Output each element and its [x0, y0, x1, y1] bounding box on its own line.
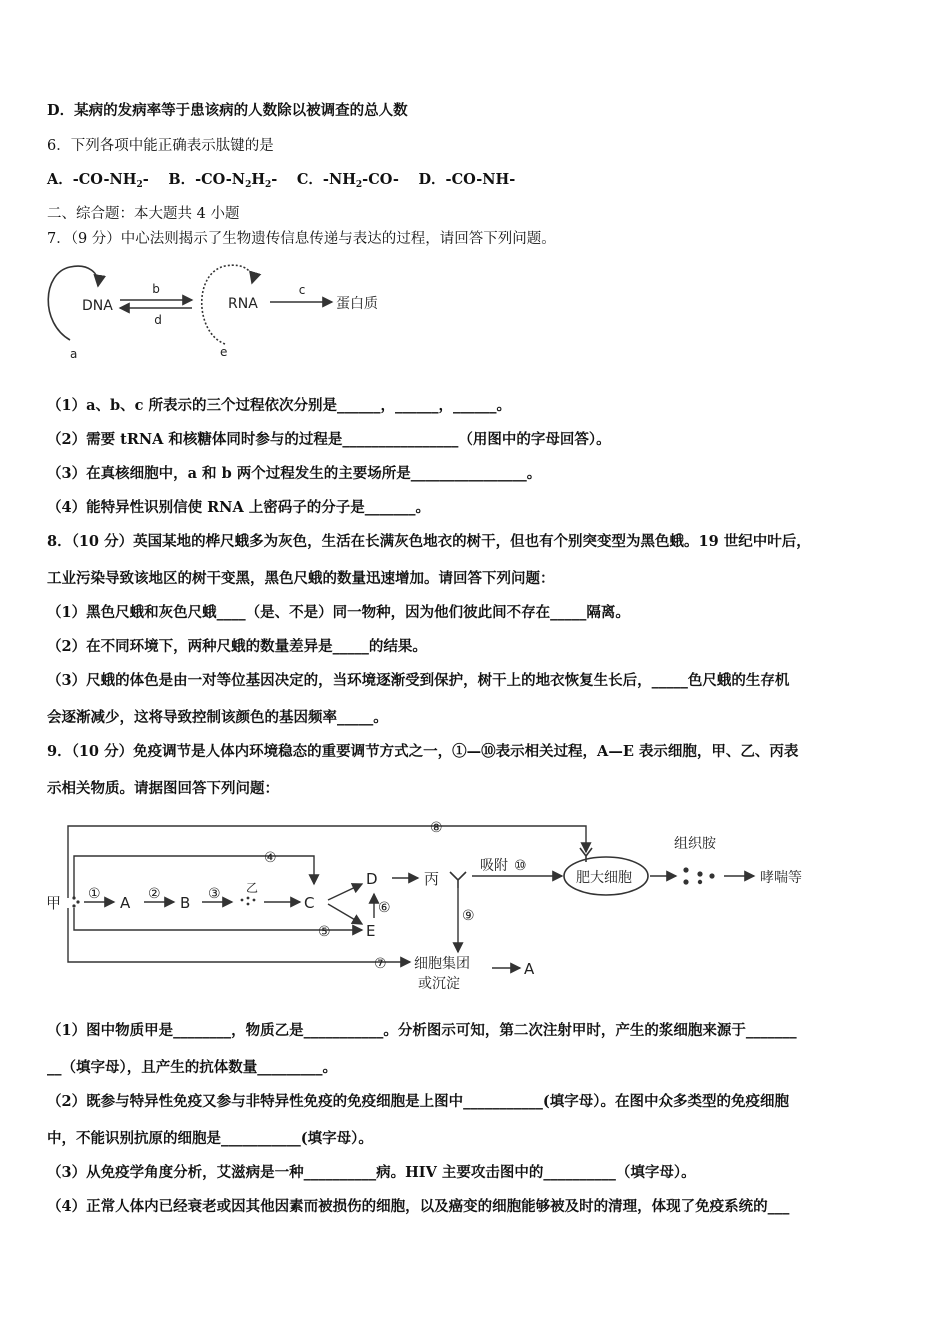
q5-option-d: D．某病的发病率等于患该病的人数除以被调查的总人数 [47, 102, 408, 119]
q7-part1: （1）a、b、c 所表示的三个过程依次分别是______，______，______。 [47, 397, 511, 414]
path-4-line [74, 856, 314, 898]
yi-dot [247, 897, 250, 900]
step-3: ③ [208, 886, 221, 902]
q7-part3: （3）在真核细胞中，a 和 b 两个过程发生的主要场所是________________。 [47, 465, 542, 482]
label-cell-b: B [180, 894, 191, 912]
antigen-dot [72, 904, 75, 907]
label-a: a [70, 347, 78, 361]
central-dogma-diagram [40, 258, 400, 362]
label-mast-cell: 肥大细胞 [576, 870, 632, 886]
q9-part3: （3）从免疫学角度分析，艾滋病是一种__________病。HIV 主要攻击图中的__________（填字母）。 [47, 1164, 696, 1181]
label-cell-e: E [366, 922, 376, 940]
label-e: e [220, 345, 228, 359]
q6-option-d: D．-CO-NH- [418, 171, 516, 188]
label-cell-d: D [366, 870, 378, 888]
q9-part4: （4）正常人体内已经衰老或因其他因素而被损伤的细胞，以及癌变的细胞能够被及时的清理，体现了免疫系统的___ [47, 1198, 790, 1215]
c-to-d-arrow [328, 884, 362, 900]
q9-part1-line1: （1）图中物质甲是________，物质乙是___________。分析图示可知，第二次注射甲时，产生的浆细胞来源于_______ [47, 1022, 797, 1039]
immune-regulation-diagram [40, 812, 840, 1004]
q9-part2-line1: （2）既参与特异性免疫又参与非特异性免疫的免疫细胞是上图中___________(填字母）。在图中众多类型的免疫细胞 [47, 1093, 789, 1110]
label-jia: 甲 [46, 894, 62, 912]
label-b: b [152, 282, 160, 296]
yi-dot [247, 903, 250, 906]
q8-part2: （2）在不同环境下，两种尺蛾的数量差异是_____的结果。 [47, 638, 427, 655]
step-1: ① [88, 886, 101, 902]
label-yi: 乙 [246, 881, 259, 895]
path-7-line [68, 908, 410, 962]
label-cluster-1: 细胞集团 [414, 956, 470, 972]
q9-stem-line2: 示相关物质。请据图回答下列问题： [47, 780, 279, 797]
label-adsorb: 吸附 [480, 858, 508, 874]
antigen-dot [76, 900, 79, 903]
protein-label: 蛋白质 [336, 296, 378, 312]
q6-options [47, 170, 515, 195]
label-histamine: 组织胺 [674, 836, 716, 852]
step-10: ⑩ [514, 858, 527, 874]
q8-part3-line2: 会逐渐减少，这将导致控制该颜色的基因频率_____。 [47, 709, 388, 726]
q7-part2: （2）需要 tRNA 和核糖体同时参与的过程是________________（用图中的字母回答）。 [47, 431, 611, 448]
step-6: ⑥ [378, 900, 391, 916]
antibody-icon [450, 872, 466, 888]
q6-option-a: A．$-CO-NH_2-$ [47, 171, 164, 190]
q9-part1-line2: __（填字母），且产生的抗体数量_________。 [47, 1059, 337, 1076]
q8-part3-line1: （3）尺蛾的体色是由一对等位基因决定的，当环境逐渐受到保护，树干上的地衣恢复生长后，_____色尺蛾的生存机 [47, 672, 790, 689]
histamine-dot [683, 867, 688, 872]
histamine-dot [709, 873, 714, 878]
rna-label: RNA [228, 296, 258, 312]
label-a-bottom: A [524, 960, 535, 978]
q8-part1: （1）黑色尺蛾和灰色尺蛾____（是、不是）同一物种，因为他们彼此间不存在_____隔离。 [47, 604, 630, 621]
histamine-dot [698, 880, 702, 884]
histamine-dot [697, 871, 702, 876]
label-cell-a: A [120, 894, 131, 912]
q9-part2-line2: 中，不能识别抗原的细胞是___________(填字母）。 [47, 1130, 373, 1147]
histamine-dot [683, 879, 688, 884]
antigen-dot [72, 896, 75, 899]
dna-label: DNA [82, 298, 113, 314]
label-c: c [298, 283, 306, 297]
q8-stem-line2: 工业污染导致该地区的树干变黑，黑色尺蛾的数量迅速增加。请回答下列问题： [47, 570, 555, 587]
label-cluster-2: 或沉淀 [418, 976, 460, 992]
path-8-line [68, 826, 586, 898]
yi-dot [253, 899, 256, 902]
c-to-e-arrow [328, 904, 362, 924]
q6-stem: 6．下列各项中能正确表示肽键的是 [47, 138, 274, 154]
label-asthma: 哮喘等 [760, 870, 802, 886]
section-title: 二、综合题：本大题共 4 小题 [47, 206, 240, 222]
q8-stem-line1: 8．（10 分）英国某地的桦尺蛾多为灰色，生活在长满灰色地衣的树干，但也有个别突变型为黑色蛾。19 世纪中叶后， [47, 533, 811, 550]
q6-option-c: C．$-NH_2-CO-$ [296, 171, 414, 190]
label-d: d [154, 313, 162, 327]
label-cell-c: C [304, 894, 315, 912]
step-4: ④ [264, 850, 277, 866]
step-7: ⑦ [374, 956, 387, 972]
step-8: ⑧ [430, 820, 443, 836]
step-2: ② [148, 886, 161, 902]
q7-part4: （4）能特异性识别信使 RNA 上密码子的分子是_______。 [47, 499, 430, 516]
yi-dot [241, 899, 244, 902]
step-9: ⑨ [462, 908, 475, 924]
step-5: ⑤ [318, 924, 331, 940]
label-bing: 丙 [424, 870, 440, 888]
q9-stem-line1: 9．（10 分）免疫调节是人体内环境稳态的重要调节方式之一，①—⑩表示相关过程，A—E 表示细胞，甲、乙、丙表 [47, 743, 799, 760]
q6-option-b: B．$-CO-N_2H_2-$ [168, 171, 292, 190]
q7-stem: 7．（9 分）中心法则揭示了生物遗传信息传递与表达的过程，请回答下列问题。 [47, 231, 556, 247]
